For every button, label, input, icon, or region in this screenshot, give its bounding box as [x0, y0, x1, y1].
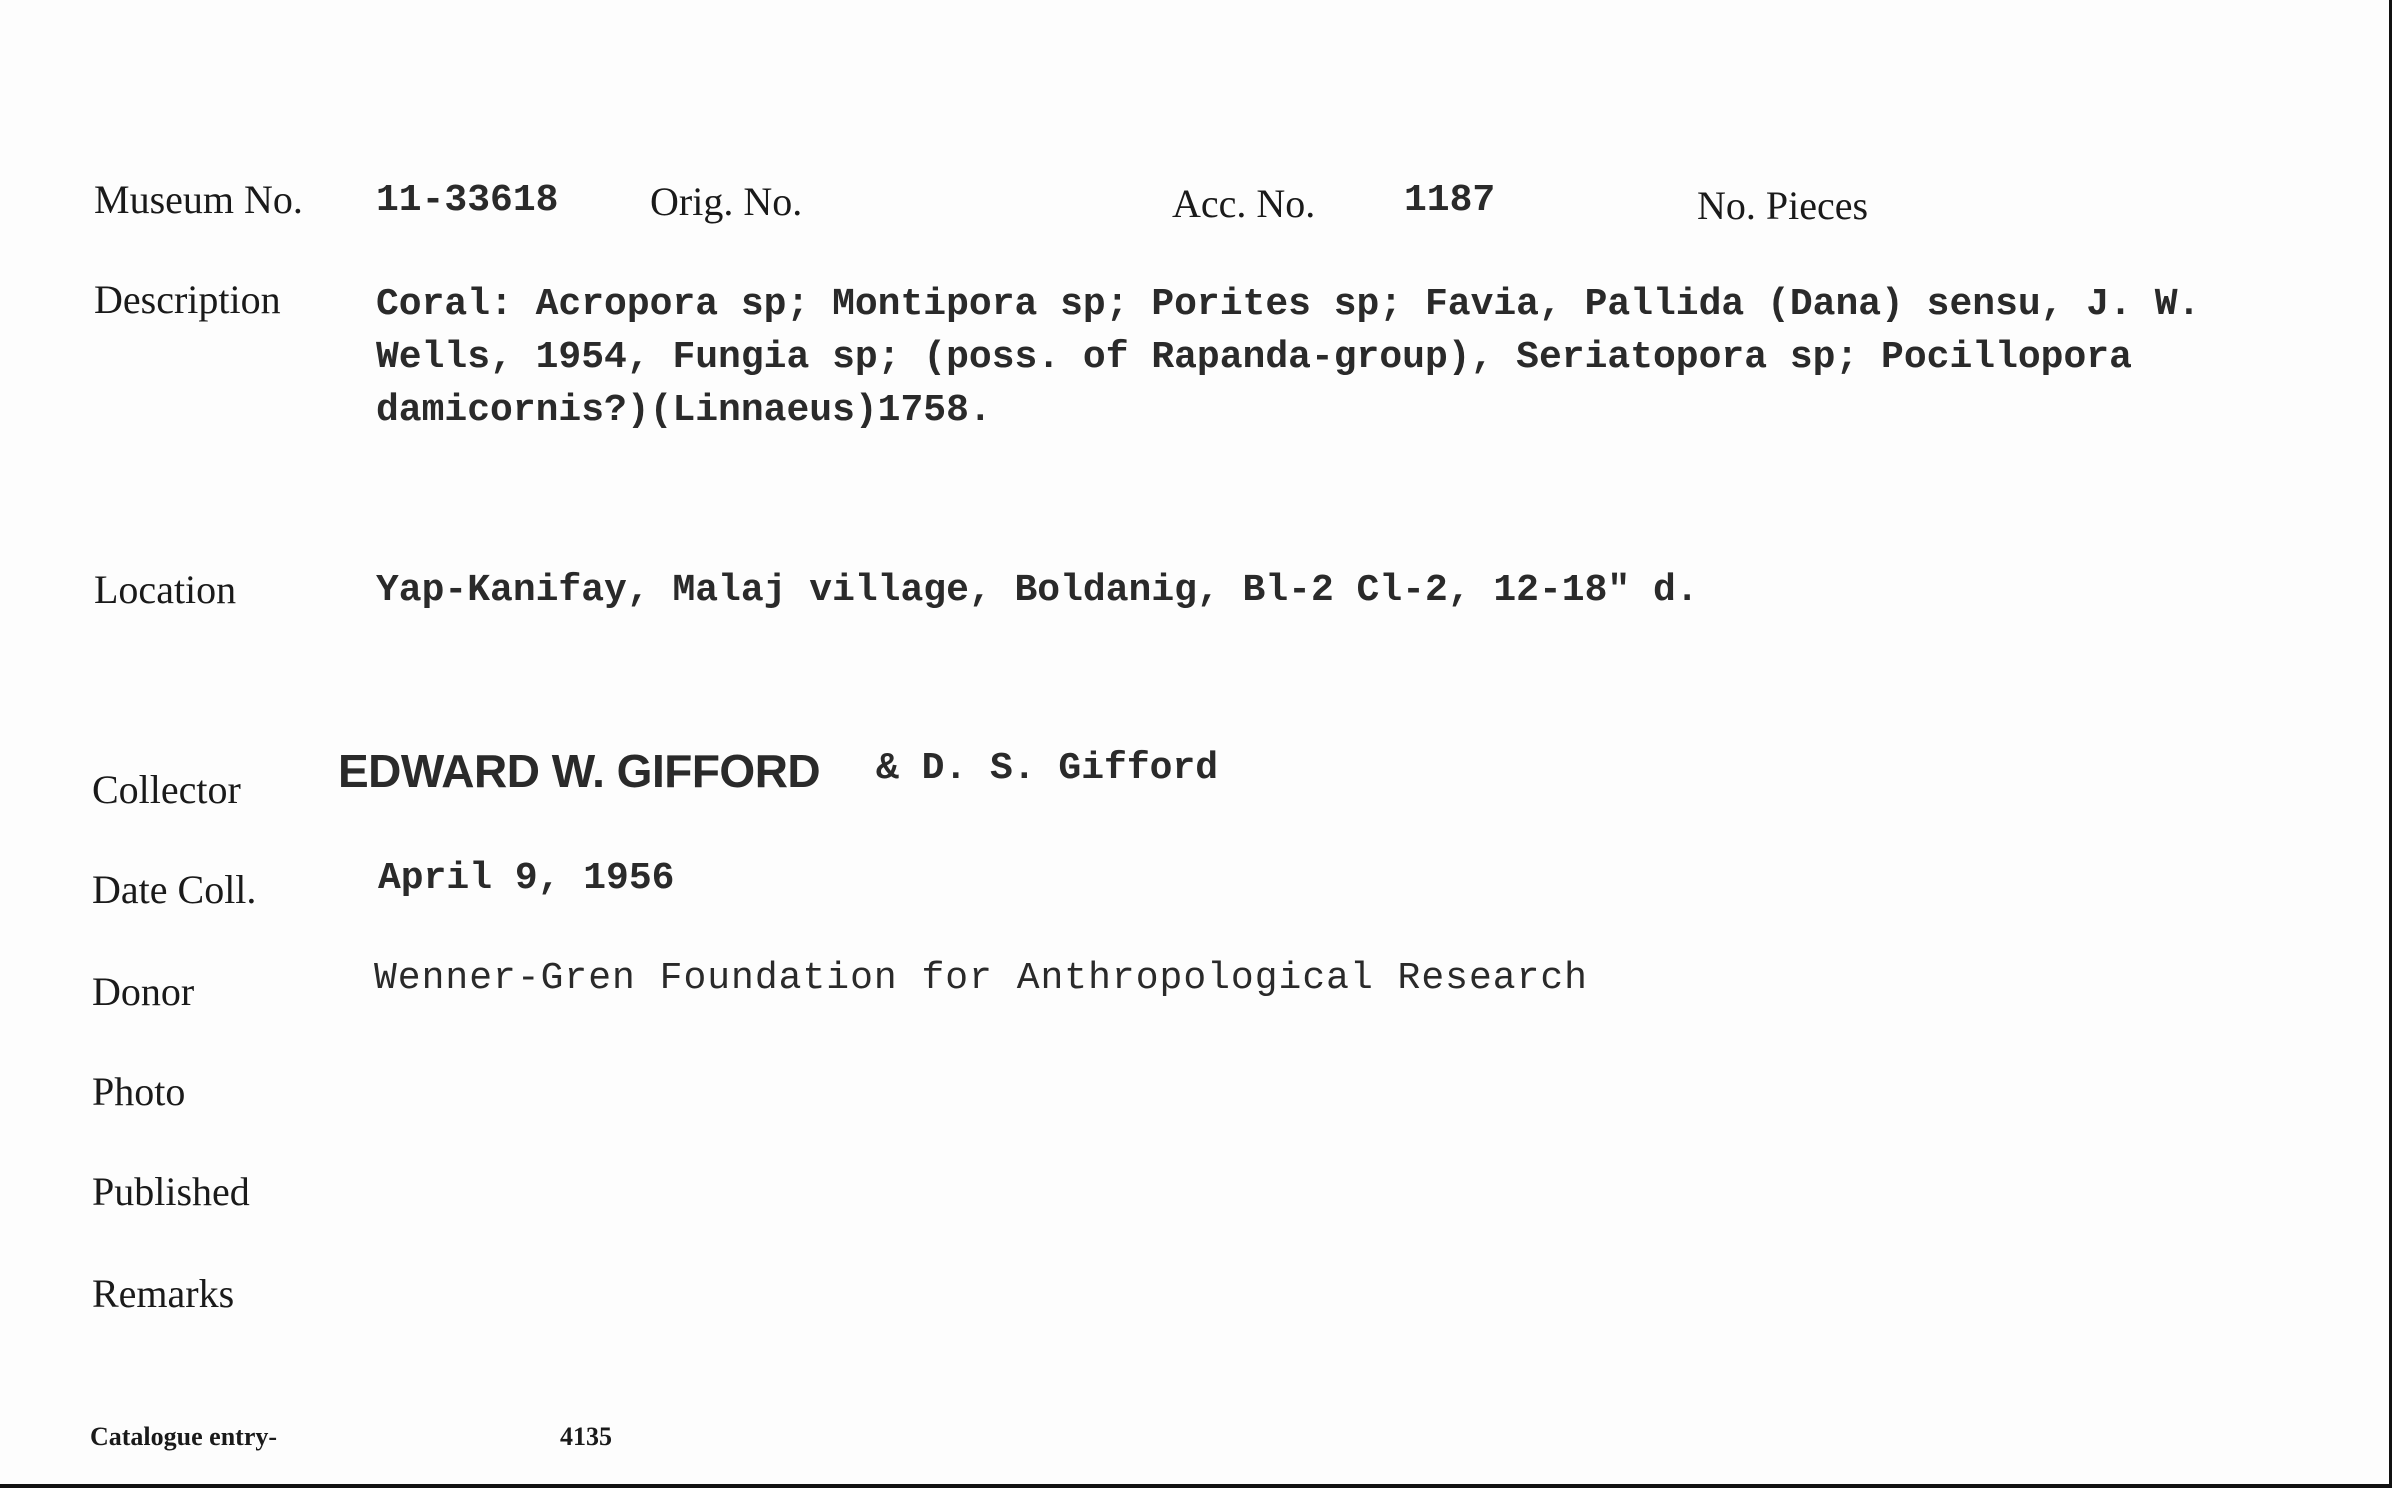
catalogue-entry-label: Catalogue entry-	[90, 1422, 278, 1451]
description-value	[376, 278, 2376, 437]
collector-typed: & D. S. Gifford	[876, 747, 1219, 790]
description-line: damicornis?)(Linnaeus)1758.	[376, 389, 992, 432]
date-coll-value: April 9, 1956	[378, 857, 675, 900]
orig-no-label: Orig. No.	[650, 179, 803, 224]
acc-no-label: Acc. No.	[1172, 181, 1316, 226]
description-line: Wells, 1954, Fungia sp; (poss. of Rapanda-group), Seriatopora sp; Pocillopora	[376, 336, 2132, 379]
card-edge-bottom	[0, 1484, 2392, 1488]
date-coll-label: Date Coll.	[92, 867, 257, 912]
collector-stamp: EDWARD W. GIFFORD	[338, 745, 821, 797]
published-label: Published	[92, 1169, 250, 1214]
no-pieces-label: No. Pieces	[1697, 183, 1869, 228]
location-value: Yap-Kanifay, Malaj village, Boldanig, Bl-2 Cl-2, 12-18" d.	[376, 569, 1699, 612]
remarks-label: Remarks	[92, 1271, 235, 1316]
description-label: Description	[94, 277, 281, 322]
donor-label: Donor	[92, 969, 195, 1014]
acc-no-value: 1187	[1404, 179, 1496, 222]
donor-value: Wenner-Gren Foundation for Anthropological Research	[374, 957, 1588, 1000]
collector-label: Collector	[92, 767, 241, 812]
catalogue-entry-value: 4135	[560, 1422, 612, 1451]
museum-no-label: Museum No.	[94, 177, 303, 222]
description-line: Coral: Acropora sp; Montipora sp; Porites sp; Favia, Pallida (Dana) sensu, J. W.	[376, 283, 2201, 326]
location-label: Location	[94, 567, 237, 612]
museum-no-value: 11-33618	[376, 179, 559, 222]
photo-label: Photo	[92, 1069, 186, 1114]
